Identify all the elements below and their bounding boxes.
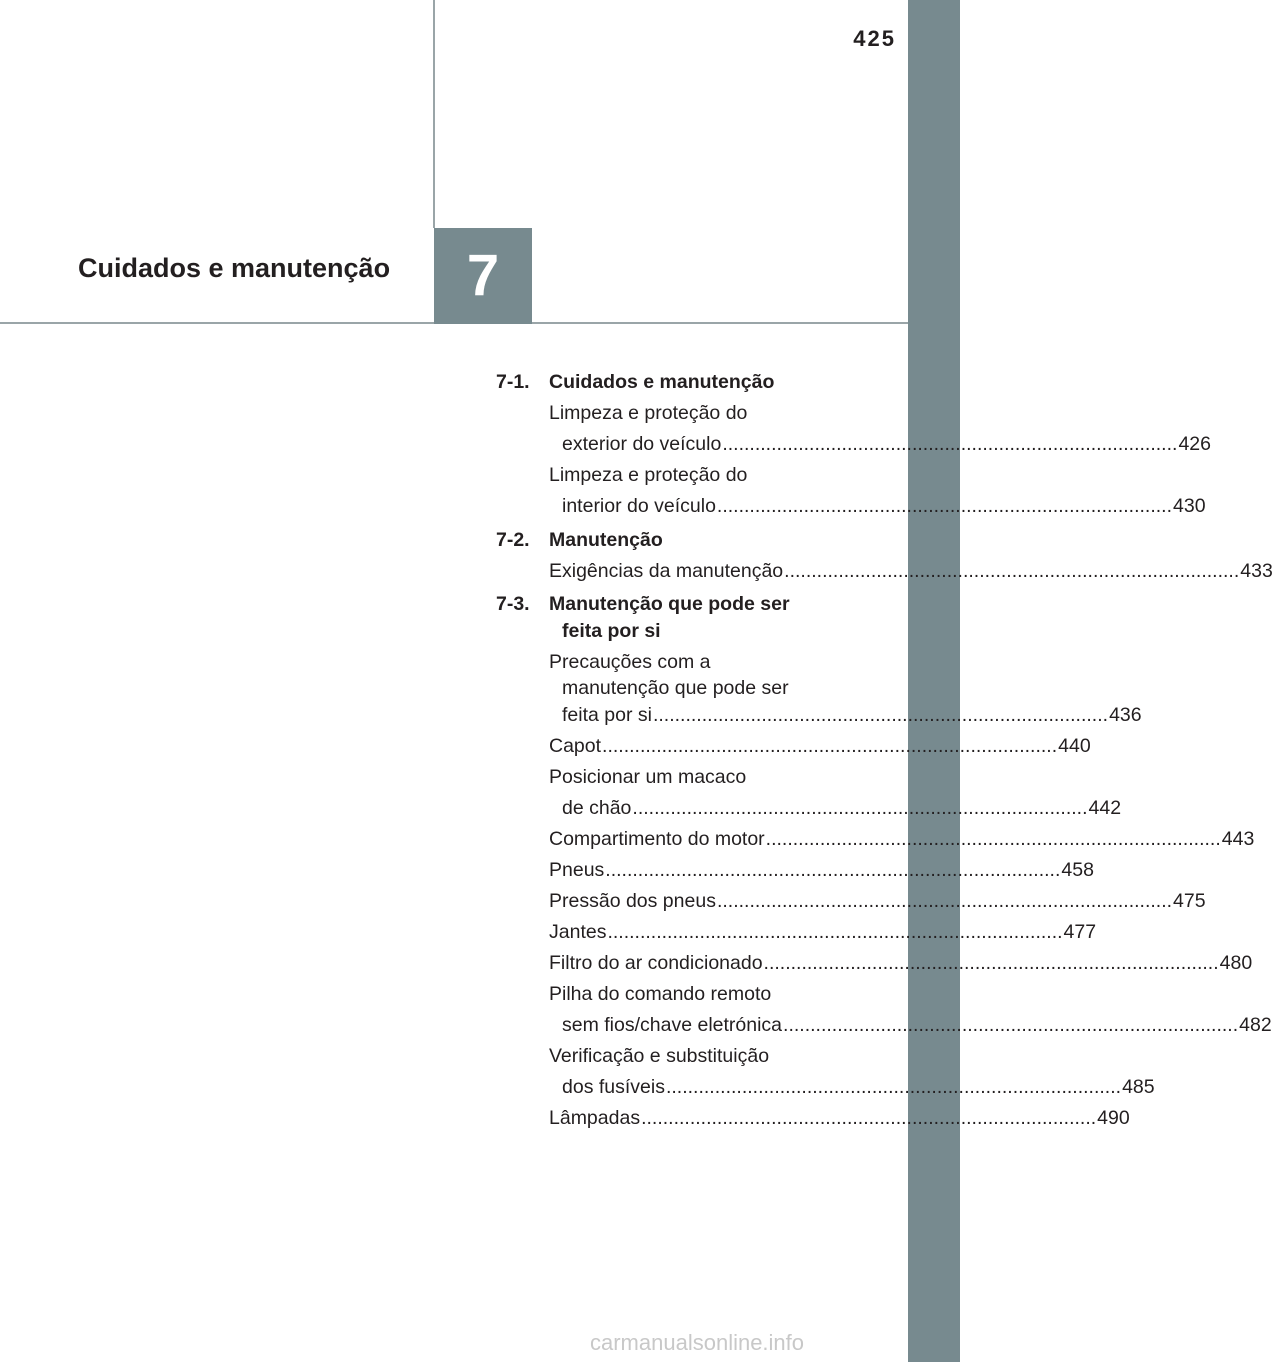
toc-page-number: 485: [1122, 1075, 1155, 1098]
toc-page-number: 480: [1219, 951, 1253, 974]
dot-leader: ....................................................................................: [783, 1013, 1239, 1036]
toc-entry-title: Capot: [549, 734, 602, 757]
dot-leader: ....................................................................................: [784, 559, 1240, 582]
toc-page-number: 443: [1221, 827, 1255, 850]
chapter-side-tab: [908, 0, 960, 1362]
section-number: 7-2.: [496, 528, 530, 551]
watermark: carmanualsonline.info: [590, 1330, 805, 1355]
section-number: 7-3.: [496, 593, 530, 615]
toc-page-number: 475: [1173, 889, 1206, 912]
toc-entry-title: Exigências da manutenção: [549, 559, 784, 582]
toc-entry-text: manutenção que pode ser: [562, 677, 789, 699]
toc-entry-text: Limpeza e proteção do: [549, 402, 748, 424]
toc-entry[interactable]: [549, 951, 1253, 975]
dot-leader: ....................................................................................: [641, 1106, 1097, 1129]
toc-entry-title: sem fios/chave eletrónica: [562, 1013, 783, 1036]
toc-entry-text: Posicionar um macaco: [549, 765, 747, 788]
chapter-number-box: [434, 228, 532, 324]
toc-page-number: 442: [1088, 796, 1122, 819]
toc-page-number: 436: [1109, 703, 1142, 726]
toc-entry-text: Limpeza e proteção do: [549, 464, 748, 486]
toc-page-number: 426: [1178, 433, 1211, 455]
toc-entry-title: Lâmpadas: [549, 1106, 641, 1129]
chapter-number: 7: [466, 243, 500, 308]
toc-entry-title: Filtro do ar condicionado: [549, 951, 763, 974]
toc-entry-title: Jantes: [549, 920, 607, 943]
toc-entry[interactable]: [562, 796, 1122, 820]
toc-entry[interactable]: [549, 1106, 1130, 1130]
toc-entry-title: Pneus: [549, 858, 605, 881]
toc-entry[interactable]: [549, 734, 1091, 758]
toc-entry-title: exterior do veículo: [562, 433, 722, 455]
toc-entry[interactable]: [562, 495, 1206, 518]
toc-entry[interactable]: [549, 559, 1273, 583]
dot-leader: ....................................................................................: [716, 889, 1173, 912]
dot-leader: ....................................................................................: [716, 495, 1173, 517]
dot-leader: ....................................................................................: [722, 433, 1178, 455]
toc-entry[interactable]: [562, 703, 1142, 727]
toc-page-number: 440: [1058, 734, 1091, 757]
toc-page-number: 482: [1239, 1013, 1272, 1036]
toc-entry-text: Verificação e substituição: [549, 1044, 770, 1067]
dot-leader: ....................................................................................: [602, 734, 1058, 757]
toc-entry[interactable]: [549, 858, 1094, 882]
toc-entry-title: dos fusíveis: [562, 1075, 665, 1098]
toc-entry[interactable]: [549, 920, 1097, 944]
dot-leader: ....................................................................................: [605, 858, 1061, 881]
toc-entry[interactable]: [549, 827, 1255, 851]
section-title: Cuidados e manutenção: [549, 371, 775, 393]
toc-entry-title: Pressão dos pneus: [549, 889, 716, 912]
dot-leader: ....................................................................................: [632, 796, 1088, 819]
toc-entry[interactable]: [562, 1075, 1155, 1099]
vertical-divider: [433, 0, 435, 228]
toc-entry[interactable]: [562, 1013, 1272, 1037]
dot-leader: ....................................................................................: [763, 951, 1219, 974]
toc-page-number: 430: [1173, 495, 1206, 517]
page-number: 425: [853, 26, 896, 51]
section-title: Manutenção que pode ser: [549, 593, 790, 615]
section-title: Manutenção: [549, 528, 663, 551]
toc-entry-title: de chão: [562, 796, 632, 819]
toc-entry-text: Pilha do comando remoto: [549, 982, 772, 1005]
toc-page-number: 433: [1240, 559, 1273, 582]
dot-leader: ....................................................................................: [665, 1075, 1122, 1098]
toc-page-number: 458: [1061, 858, 1094, 881]
toc-entry[interactable]: [549, 889, 1206, 913]
dot-leader: ....................................................................................: [652, 703, 1109, 726]
toc-page-number: 477: [1063, 920, 1097, 943]
toc-entry-text: Precauções com a: [549, 650, 711, 673]
toc-entry-title: interior do veículo: [562, 495, 716, 517]
dot-leader: ....................................................................................: [607, 920, 1063, 943]
toc-entry-title: Compartimento do motor: [549, 827, 765, 850]
section-number: 7-1.: [496, 371, 530, 393]
chapter-title: Cuidados e manutenção: [78, 253, 391, 283]
section-title: feita por si: [562, 619, 661, 642]
dot-leader: ....................................................................................: [765, 827, 1221, 850]
toc-entry[interactable]: [562, 433, 1211, 456]
toc-page-number: 490: [1097, 1106, 1130, 1129]
toc-entry-title: feita por si: [562, 703, 652, 726]
